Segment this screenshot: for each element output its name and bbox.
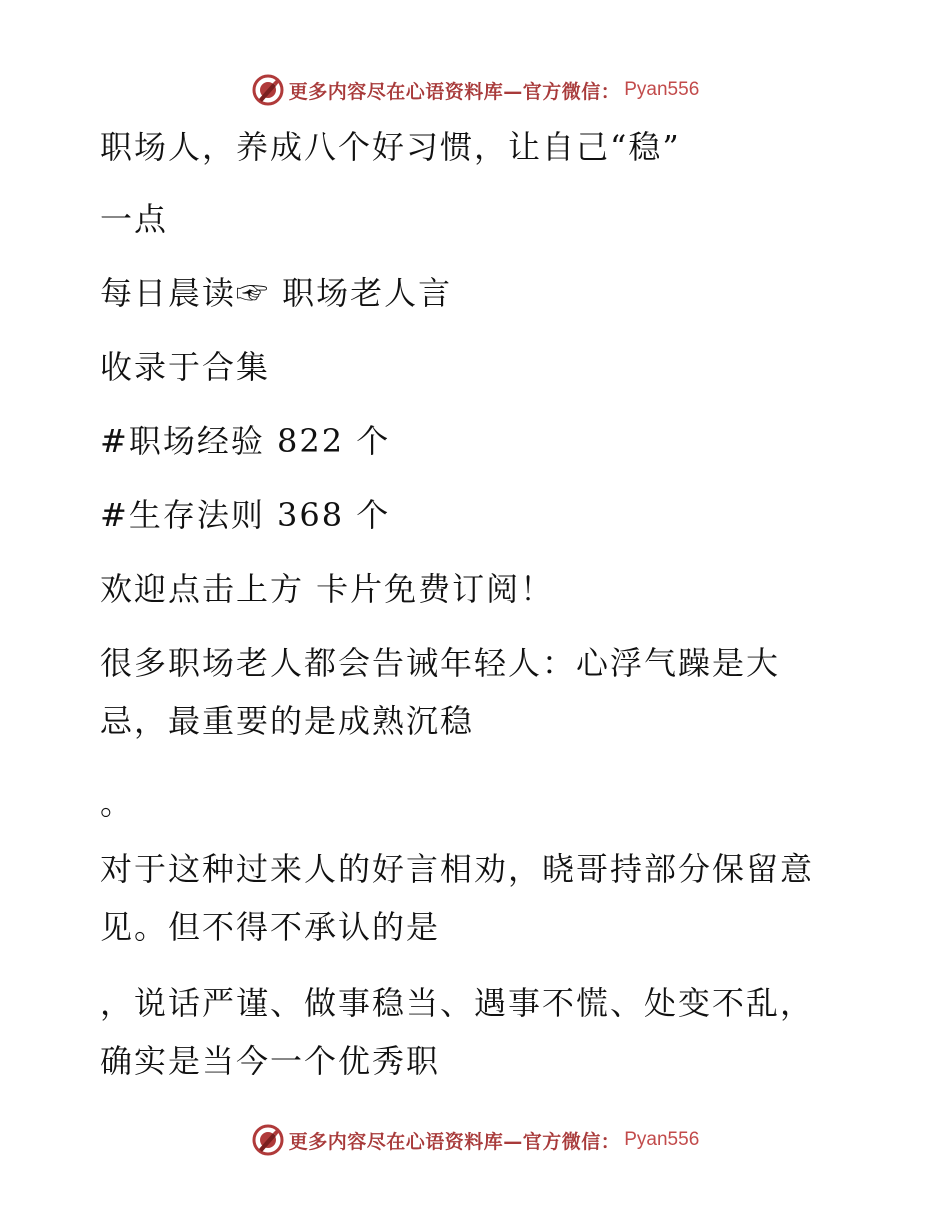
paragraph-1-line-1: 很多职场老人都会告诫年轻人：心浮气躁是大 (100, 644, 781, 682)
watermark-text: 更多内容尽在心语资料库—官方微信： (288, 80, 621, 103)
paragraph-2-line-1: 对于这种过来人的好言相劝，晓哥持部分保留意 (100, 850, 815, 888)
tag-workplace-experience: #职场经验 822 个 (100, 422, 391, 460)
paragraph-3-line-2: 确实是当今一个优秀职 (100, 1042, 441, 1080)
collection-line: 收录于合集 (100, 348, 271, 386)
title-line-1: 职场人，养成八个好习惯，让自己“稳” (100, 128, 681, 166)
watermark-wechat-id: Pyan556 (624, 1129, 700, 1150)
footer-watermark (0, 1120, 950, 1160)
paragraph-2-line-2: 见。但不得不承认的是 (100, 908, 441, 946)
watermark-wechat-id: Pyan556 (624, 79, 700, 100)
title-line-2: 一点 (100, 200, 169, 238)
pen-logo-icon (251, 73, 285, 107)
tag-survival-rules: #生存法则 368 个 (100, 496, 391, 534)
paragraph-1-line-2: 忌，最重要的是成熟沉稳 (100, 702, 475, 740)
paragraph-1-end: 。 (100, 784, 135, 822)
watermark-text: 更多内容尽在心语资料库—官方微信： (288, 1130, 621, 1153)
subscribe-line: 欢迎点击上方 卡片免费订阅！ (100, 570, 555, 608)
header-watermark (0, 70, 950, 110)
pen-logo-icon (251, 1123, 285, 1157)
morning-read-line: 每日晨读☞ 职场老人言 (100, 274, 453, 312)
paragraph-3-line-1: ，说话严谨、做事稳当、遇事不慌、处变不乱， (100, 984, 815, 1022)
